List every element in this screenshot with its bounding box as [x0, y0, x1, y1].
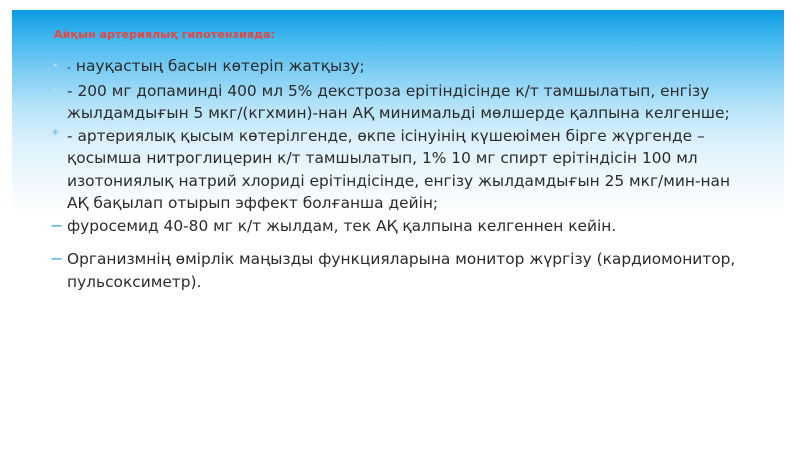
item-text: - 200 мг допаминді 400 мл 5% декстроза ерітіндісінде к/т тамшылатып, енгізу жылдамдығын 5 мкг/(кгхмин)-нан АҚ минимальді мөлшерде қалпына келгенше; — [67, 81, 730, 122]
item-text: Организмнің өмірлік маңызды функцияларына монитор жүргізу (кардиомонитор, пульсоксиметр). — [67, 250, 736, 291]
item-text: науқастың басын көтеріп жатқызу; — [70, 57, 365, 75]
item-text: - артериялық қысым көтерілгенде, өкпе ісінуінің күшеюімен бірге жүргенде – қосымша нитроглицерин к/т тамшылатып, 1% 10 мг спирт ерітіндісін 100 мл изотониялық натрий хлориді ерітіндісінде, енгізу жылдамдығын 25 мкг/мин-нан АҚ бақылап отырып эффект болғанша дейін; — [67, 126, 731, 212]
list-item — [52, 80, 742, 125]
list-item — [52, 248, 742, 293]
slide-title: Айқын артериялық гипотензияда: — [54, 28, 276, 41]
bullet-star-icon: * — [52, 127, 59, 143]
slide-content — [52, 55, 742, 293]
bullet-dot-icon: • — [52, 83, 59, 97]
bullet-dash-icon: − — [50, 249, 64, 268]
list-item — [52, 125, 742, 215]
spacer — [52, 237, 742, 248]
list-item — [52, 55, 742, 80]
item-prefix: - — [67, 61, 71, 74]
bullet-dash-icon: − — [50, 215, 64, 235]
bullet-dot-icon: • — [52, 59, 59, 72]
item-text: фуросемид 40-80 мг к/т жылдам, тек АҚ қалпына келгеннен кейін. — [67, 216, 617, 235]
list-item — [52, 215, 742, 238]
